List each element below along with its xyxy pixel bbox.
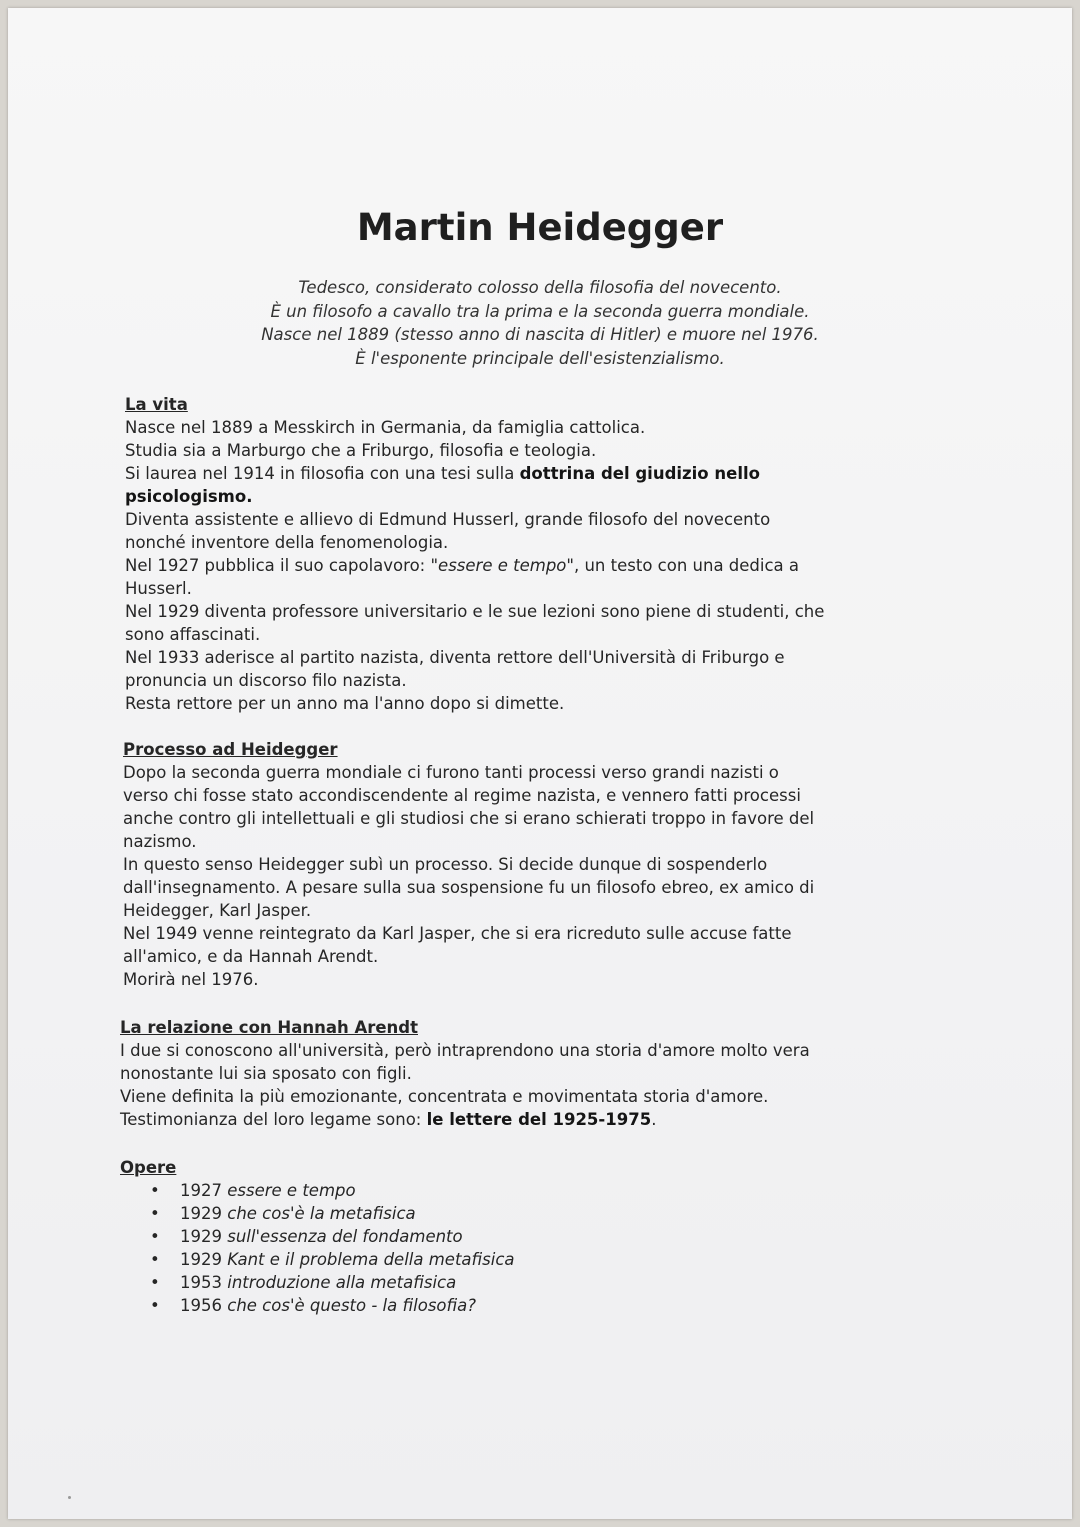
text-line: Nasce nel 1889 a Messkirch in Germania, da famiglia cattolica.: [125, 418, 646, 437]
text-line: Husserl.: [125, 579, 192, 598]
text-span: Si laurea nel 1914 in filosofia con una tesi sulla: [125, 464, 520, 483]
intro-line: Nasce nel 1889 (stesso anno di nascita di Hitler) e muore nel 1976.: [261, 325, 819, 344]
text-line: nonostante lui sia sposato con figli.: [120, 1064, 412, 1083]
opera-title: introduzione alla metafisica: [227, 1273, 457, 1292]
text-line: I due si conoscono all'università, però intraprendono una storia d'amore molto vera: [120, 1041, 810, 1060]
opera-title: essere e tempo: [227, 1181, 356, 1200]
opera-title: sull'essenza del fondamento: [227, 1227, 463, 1246]
opera-year: 1927: [180, 1181, 222, 1200]
text-line: [125, 462, 824, 485]
page-title: Martin Heidegger: [356, 206, 724, 249]
text-line: Studia sia a Marburgo che a Friburgo, filosofia e teologia.: [125, 441, 597, 460]
bullet-icon: •: [150, 1227, 160, 1246]
text-line: In questo senso Heidegger subì un processo. Si decide dunque di sospenderlo: [123, 855, 768, 874]
opera-title: che cos'è questo - la filosofia?: [227, 1296, 477, 1315]
section-heading-processo: Processo ad Heidegger: [123, 740, 338, 759]
text-line: dall'insegnamento. A pesare sulla sua sospensione fu un filosofo ebreo, ex amico di: [123, 878, 815, 897]
bold-phrase: dottrina del giudizio nello: [519, 464, 760, 483]
section-heading-relazione: La relazione con Hannah Arendt: [120, 1018, 418, 1037]
italic-phrase: "essere e tempo": [430, 556, 574, 575]
text-line: anche contro gli intellettuali e gli studiosi che si erano schierati troppo in favore del: [123, 809, 815, 828]
bullet-icon: •: [150, 1250, 160, 1269]
list-item: [120, 1202, 515, 1225]
text-span: Nel 1927 pubblica il suo capolavoro:: [125, 556, 431, 575]
section-relazione: [120, 1016, 810, 1131]
bold-phrase: le lettere del 1925-1975: [426, 1110, 652, 1129]
bold-phrase: psicologismo: [125, 487, 247, 506]
text-line: [120, 1108, 810, 1131]
text-line: nazismo.: [123, 832, 197, 851]
text-line: Nel 1949 venne reintegrato da Karl Jasper, che si era ricreduto sulle accuse fatte: [123, 924, 792, 943]
section-vita: [125, 393, 824, 715]
paper-speck: [68, 1496, 71, 1499]
intro-line: È un filosofo a cavallo tra la prima e la seconda guerra mondiale.: [270, 301, 810, 321]
text-line: nonché inventore della fenomenologia.: [125, 533, 449, 552]
text-line: Diventa assistente e allievo di Edmund Husserl, grande filosofo del novecento: [125, 510, 771, 529]
list-item: [120, 1294, 515, 1317]
section-processo: [123, 738, 814, 991]
text-line: Viene definita la più emozionante, concentrata e movimentata storia d'amore.: [120, 1087, 769, 1106]
text-line: [125, 485, 824, 508]
text-span: Testimonianza del loro legame sono:: [120, 1110, 427, 1129]
text-line: Resta rettore per un anno ma l'anno dopo si dimette.: [125, 694, 565, 713]
text-span: .: [651, 1110, 657, 1129]
text-line: Heidegger, Karl Jasper.: [123, 901, 312, 920]
opera-title: che cos'è la metafisica: [227, 1204, 416, 1223]
section-heading-opere: Opere: [120, 1158, 177, 1177]
text-line: sono affascinati.: [125, 625, 261, 644]
list-item: [120, 1225, 515, 1248]
intro-line: È l'esponente principale dell'esistenzialismo.: [355, 348, 725, 368]
bullet-icon: •: [150, 1296, 160, 1315]
opera-year: 1929: [180, 1227, 222, 1246]
text-line: all'amico, e da Hannah Arendt.: [123, 947, 379, 966]
opera-year: 1929: [180, 1250, 222, 1269]
list-item: [120, 1271, 515, 1294]
text-line: Nel 1933 aderisce al partito nazista, diventa rettore dell'Università di Friburgo e: [125, 648, 785, 667]
section-opere: [120, 1156, 515, 1317]
text-line: [125, 554, 824, 577]
section-heading-vita: La vita: [125, 395, 188, 414]
opera-title: Kant e il problema della metafisica: [227, 1250, 515, 1269]
text-line: Nel 1929 diventa professore universitario e le sue lezioni sono piene di studenti, che: [125, 602, 825, 621]
intro-line: Tedesco, considerato colosso della filosofia del novecento.: [298, 278, 782, 297]
opera-year: 1956: [180, 1296, 222, 1315]
opera-year: 1929: [180, 1204, 222, 1223]
text-line: pronuncia un discorso filo nazista.: [125, 671, 407, 690]
bullet-icon: •: [150, 1181, 160, 1200]
text-line: Dopo la seconda guerra mondiale ci furono tanti processi verso grandi nazisti o: [123, 763, 779, 782]
punctuation: .: [246, 487, 253, 506]
list-item: [120, 1179, 515, 1202]
text-line: verso chi fosse stato accondiscendente al regime nazista, e vennero fatti processi: [123, 786, 801, 805]
intro-block: [0, 276, 1080, 370]
list-item: [120, 1248, 515, 1271]
bullet-icon: •: [150, 1273, 160, 1292]
text-span: , un testo con una dedica a: [573, 556, 800, 575]
opere-list: [120, 1179, 515, 1317]
text-line: Morirà nel 1976.: [123, 970, 259, 989]
bullet-icon: •: [150, 1204, 160, 1223]
opera-year: 1953: [180, 1273, 222, 1292]
